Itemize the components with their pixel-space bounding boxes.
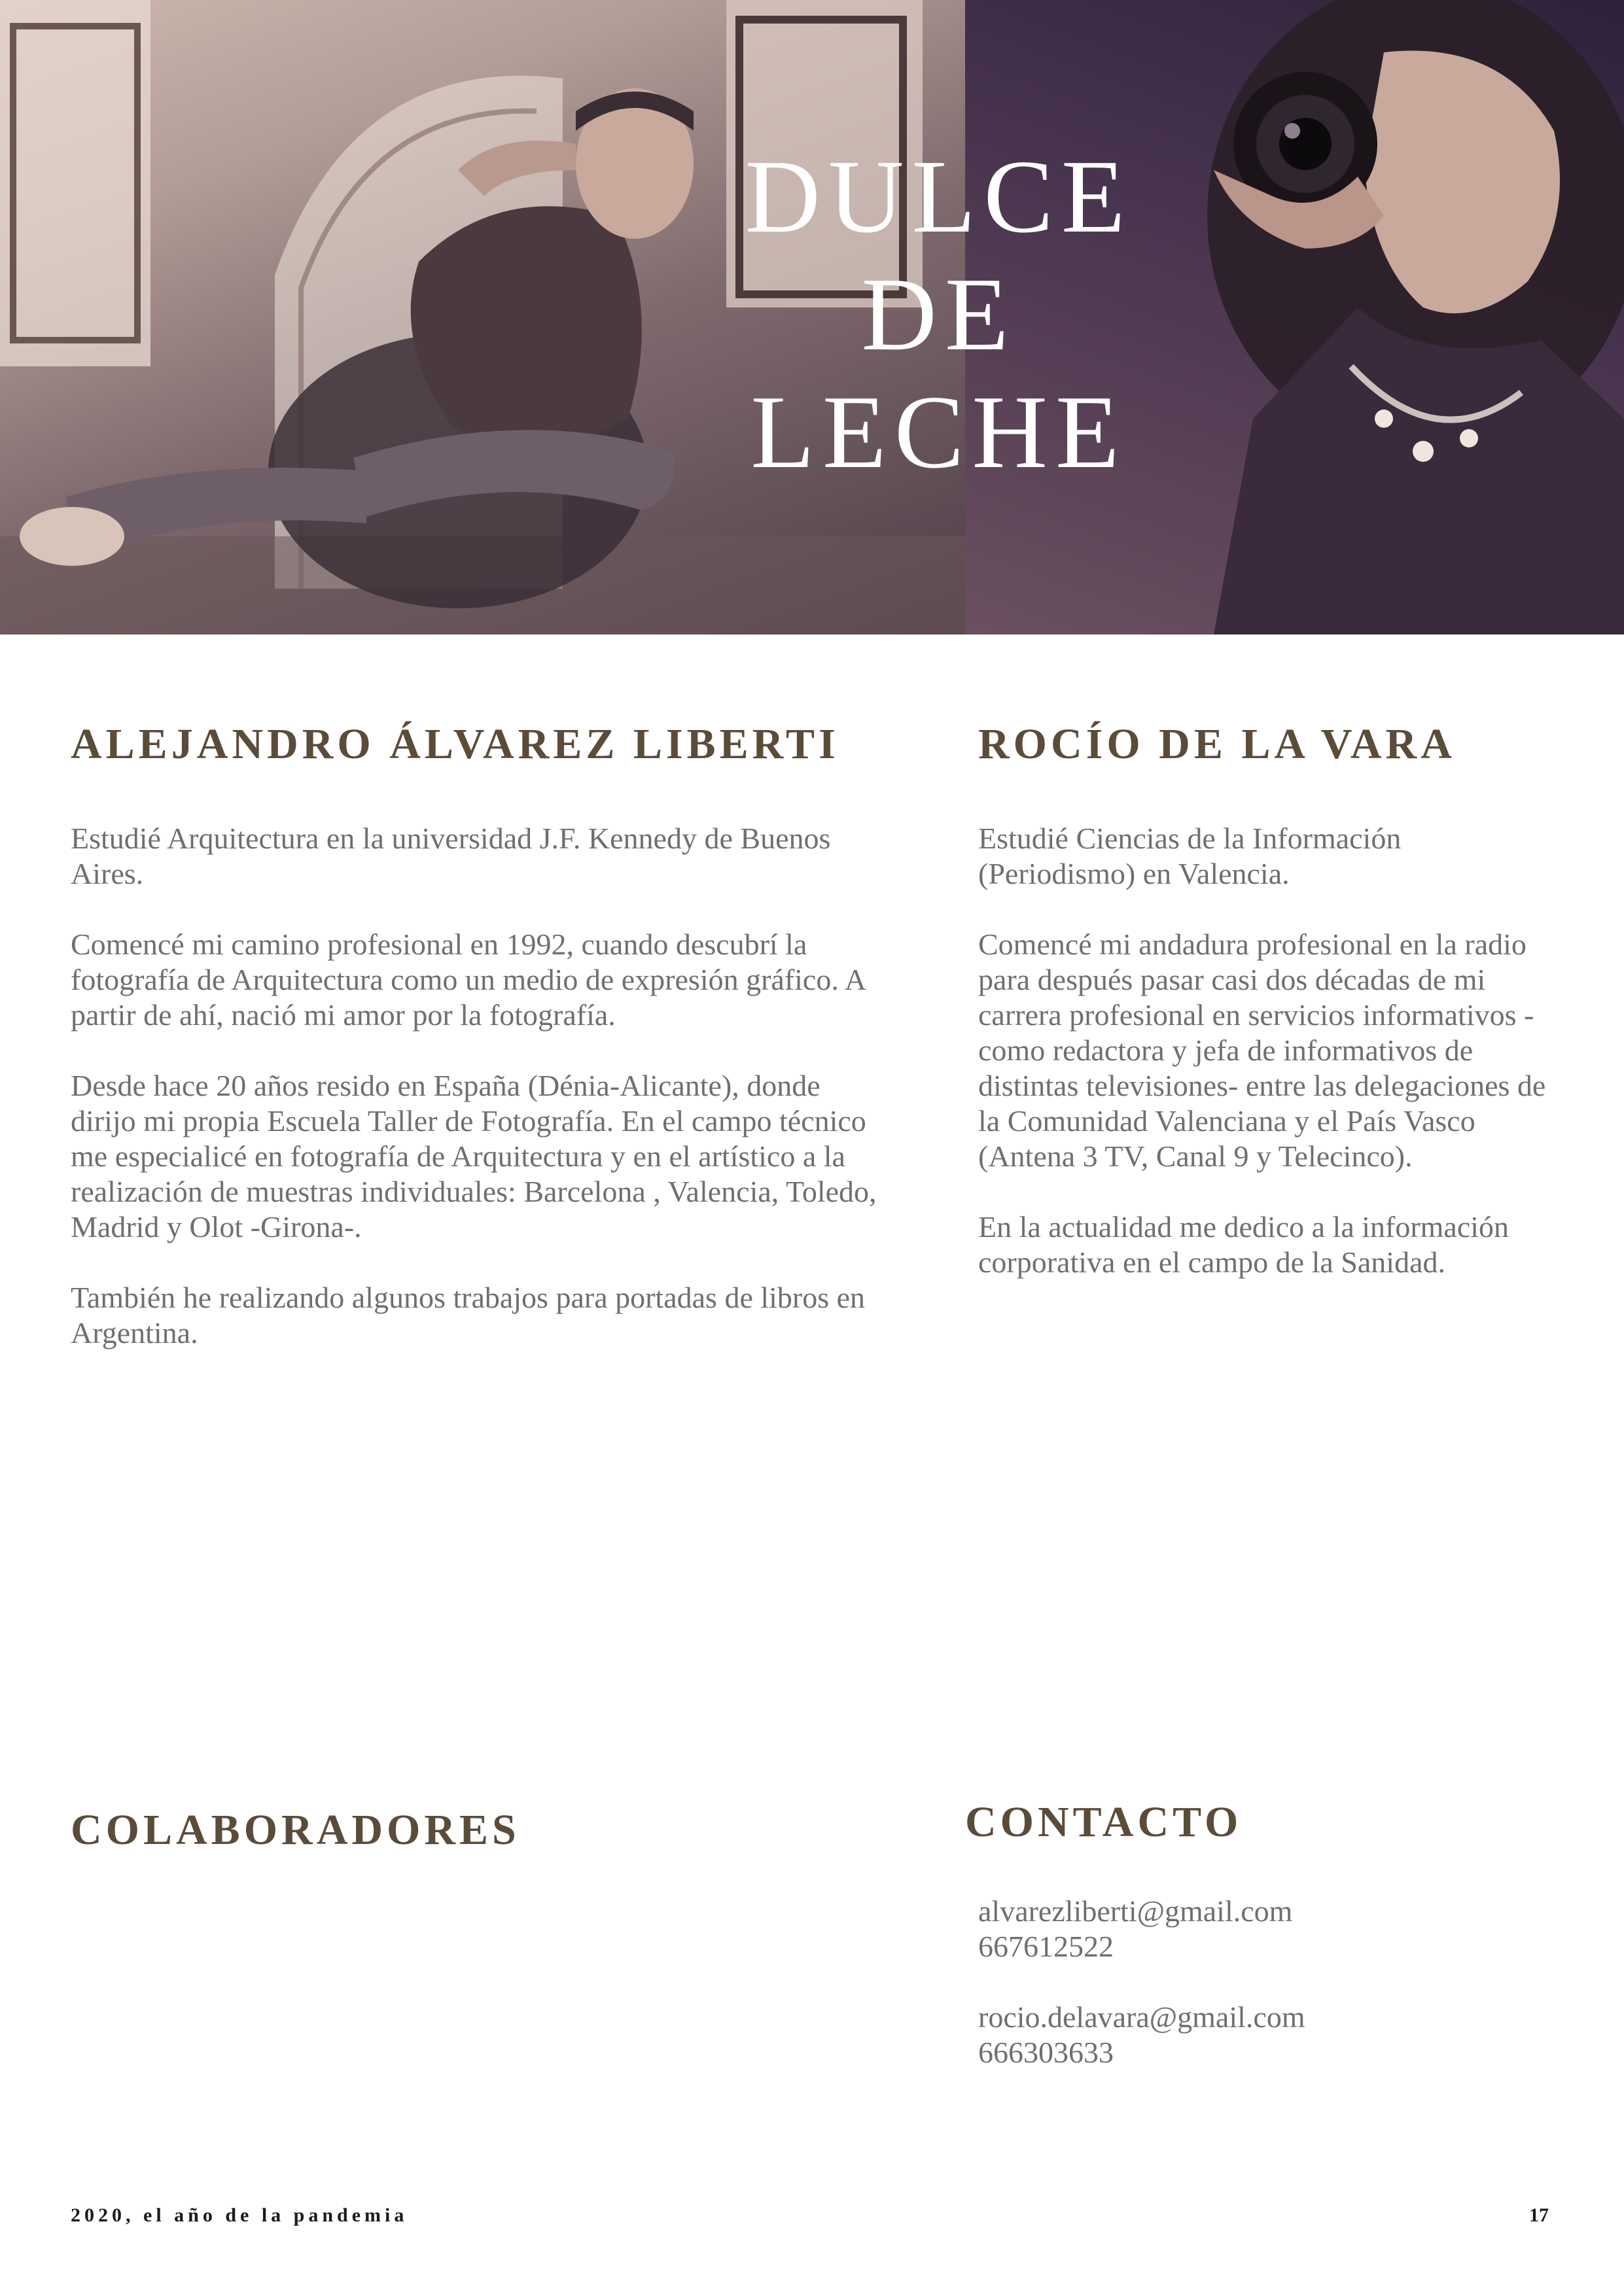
person2-paragraph: Estudié Ciencias de la Información (Periodismo) en Valencia. [978,822,1402,890]
phone-rocio: 666303633 [978,2036,1114,2069]
person1-paragraph: También he realizando algunos trabajos para portadas de libros en Argentina. [71,1281,866,1349]
person2-name: ROCÍO DE LA VARA [978,720,1456,768]
title-line-1: DULCE [745,138,1133,254]
person1-paragraph: Desde hace 20 años resido en España (Dénia-Alicante), donde dirijo mi propia Escuela Taller de Fotografía. En el campo técnico me especialicé en fotografía de Arquitectura y en el artístico a la realización de muestras individuales: Barcelona , Valencia, Toledo, Madrid y Olot -Girona-. [71,1069,877,1244]
email-link-alejandro[interactable]: alvarezliberti@gmail.com [978,1894,1293,1928]
contact-list [978,1894,1567,2106]
person2-paragraph: Comencé mi andadura profesional en la radio para después pasar casi dos décadas de mi carrera profesional en servicios informativos -como redactora y jefa de informativos de distintas televisiones- entre las delegaciones de la Comunidad Valenciana y el País Vasco (Antena 3 TV, Canal 9 y Telecinco). [978,928,1546,1173]
collaborators-heading: COLABORADORES [71,1806,520,1854]
title-line-3: LECHE [750,374,1127,490]
person2-bio [978,821,1554,1280]
title-line-2: DE [861,256,1017,372]
magazine-title [0,137,1624,491]
person1-paragraph: Comencé mi camino profesional en 1992, cuando descubrí la fotografía de Arquitectura como un medio de expresión gráfico. A partir de ahí, nació mi amor por la fotografía. [71,928,865,1032]
person1-paragraph: Estudié Arquitectura en la universidad J.F. Kennedy de Buenos Aires. [71,822,831,890]
person2-paragraph: En la actualidad me dedico a la información corporativa en el campo de la Sanidad. [978,1210,1509,1279]
person1-bio [71,821,889,1351]
contact-group-rocio [978,2000,1567,2070]
page-number: 17 [1529,2204,1549,2226]
contact-heading: CONTACTO [965,1798,1243,1846]
person1-name: ALEJANDRO ÁLVAREZ LIBERTI [71,720,839,768]
phone-alejandro: 667612522 [978,1930,1114,1963]
footer-caption: 2020, el año de la pandemia [71,2204,408,2226]
email-link-rocio[interactable]: rocio.delavara@gmail.com [978,2000,1305,2034]
contact-group-alejandro [978,1894,1567,1964]
hero-banner [0,0,1624,635]
